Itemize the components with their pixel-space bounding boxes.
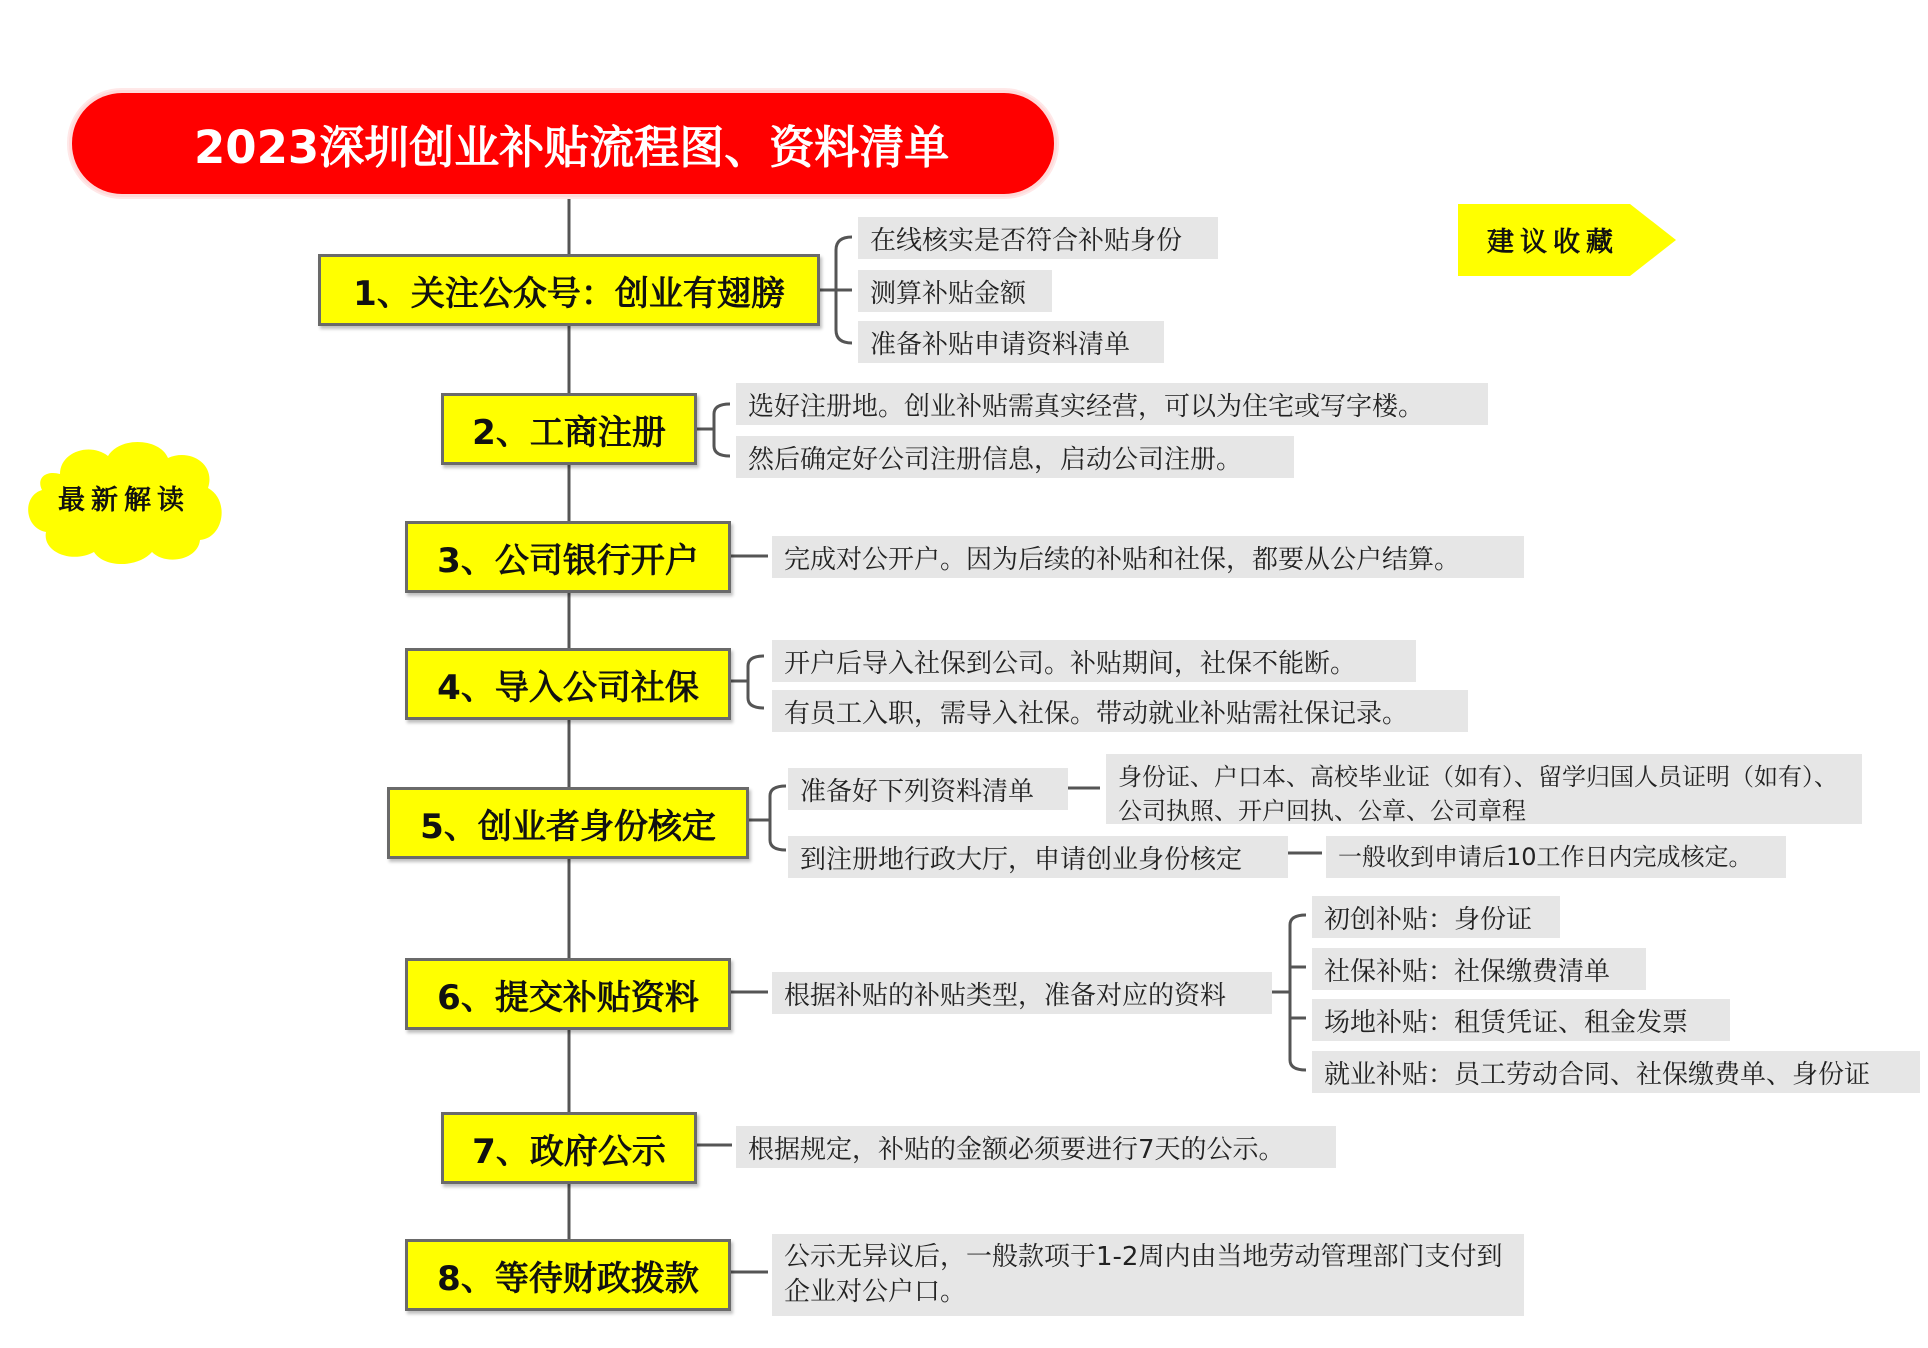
diagram-title (72, 93, 1054, 194)
bookmark-badge-label: 建议收藏 (1487, 227, 1619, 258)
step-8-box (405, 1239, 731, 1311)
step-4-label: 4、导入公司社保 (437, 667, 699, 708)
step-6-sub-1: 初创补贴：身份证 (1312, 896, 1560, 938)
step-6-box (405, 958, 731, 1030)
step-8-note-1: 公示无异议后，一般款项于1-2周内由当地劳动管理部门支付到企业对公户口。 (772, 1234, 1524, 1316)
step-7-note-1: 根据规定，补贴的金额必须要进行7天的公示。 (736, 1126, 1336, 1168)
step-1-note-2: 测算补贴金额 (858, 270, 1052, 312)
step-5-label: 5、创业者身份核定 (420, 806, 716, 847)
step-4-box (405, 648, 731, 720)
diagram-title-text: 2023深圳创业补贴流程图、资料清单 (194, 121, 950, 174)
step-6-sub-4: 就业补贴：员工劳动合同、社保缴费单、身份证 (1312, 1051, 1920, 1093)
step-1-box (318, 254, 820, 326)
step-5-note-2-detail: 一般收到申请后10工作日内完成核定。 (1326, 836, 1786, 878)
step-7-box (441, 1112, 697, 1184)
step-6-label: 6、提交补贴资料 (437, 977, 699, 1018)
step-2-note-1: 选好注册地。创业补贴需真实经营，可以为住宅或写字楼。 (736, 383, 1488, 425)
step-3-note-1: 完成对公开户。因为后续的补贴和社保，都要从公户结算。 (772, 536, 1524, 578)
step-2-box (441, 393, 697, 465)
step-8-label: 8、等待财政拨款 (437, 1258, 699, 1299)
step-5-note-1: 准备好下列资料清单 (788, 768, 1068, 810)
latest-badge-label: 最新解读 (58, 485, 190, 516)
step-3-box (405, 521, 731, 593)
step-1-note-3: 准备补贴申请资料清单 (858, 321, 1164, 363)
step-7-label: 7、政府公示 (472, 1131, 666, 1172)
step-4-note-2: 有员工入职，需导入社保。带动就业补贴需社保记录。 (772, 690, 1468, 732)
step-6-sub-2: 社保补贴：社保缴费清单 (1312, 948, 1646, 990)
step-6-sub-3: 场地补贴：租赁凭证、租金发票 (1312, 999, 1730, 1041)
step-1-label: 1、关注公众号：创业有翅膀 (353, 273, 785, 314)
step-2-label: 2、工商注册 (472, 412, 666, 453)
step-3-label: 3、公司银行开户 (437, 540, 699, 581)
step-5-box (387, 787, 749, 859)
step-4-note-1: 开户后导入社保到公司。补贴期间，社保不能断。 (772, 640, 1416, 682)
step-5-note-1-detail: 身份证、户口本、高校毕业证（如有）、留学归国人员证明（如有）、公司执照、开户回执、公章、公司章程 (1106, 754, 1862, 824)
step-5-note-2: 到注册地行政大厅，申请创业身份核定 (788, 836, 1288, 878)
step-2-note-2: 然后确定好公司注册信息，启动公司注册。 (736, 436, 1294, 478)
step-6-note-1: 根据补贴的补贴类型，准备对应的资料 (772, 972, 1272, 1014)
step-1-note-1: 在线核实是否符合补贴身份 (858, 217, 1218, 259)
